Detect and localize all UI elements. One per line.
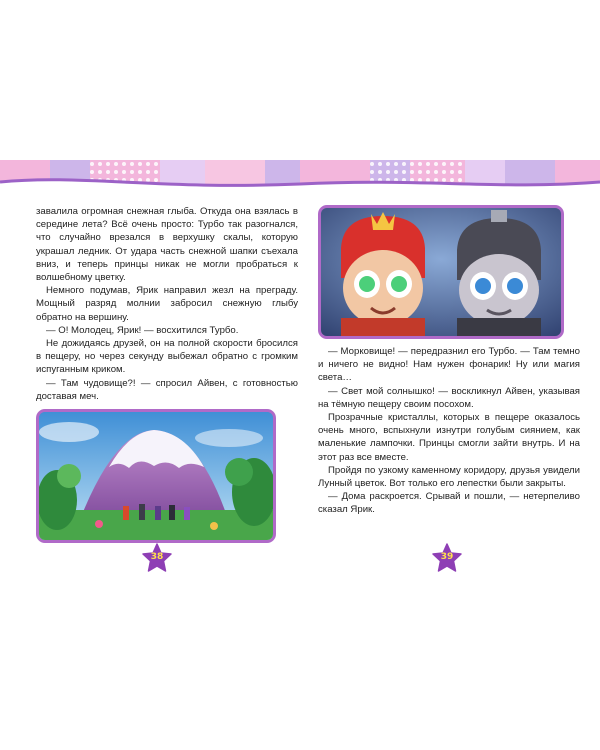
right-paragraph-1: — Морковище! — передразнил его Турбо. — Там темно и ничего не видно! Нам нужен фонарик! Ну или магия света… [318, 346, 580, 384]
left-paragraph-2: Немного подумав, Ярик направил жезл на преграду. Мощный разряд молнии забросил снежную глыбу обратно на вершину. [36, 285, 298, 323]
page-number-right [432, 543, 462, 573]
mountain-scene-graphic [39, 412, 273, 540]
banner-graphic [0, 160, 600, 200]
decorative-banner [0, 160, 600, 200]
right-paragraph-3: Прозрачные кристаллы, которых в пещере оказалось очень много, вспыхнули изнутри голубым сиянием, как маленькие лампочки. Принцы смогли зайти внутрь. И на этот раз все вместе. [318, 412, 580, 463]
page-number-left-text: 38 [150, 552, 164, 562]
left-paragraph-5: — Там чудовище?! — спросил Айвен, с готовностью доставая меч. [36, 377, 298, 402]
right-page [318, 205, 580, 517]
left-paragraph-4: Не дожидаясь друзей, он на полной скорости бросился в пещеру, но через секунду выбежал обратно с громким испуганным криком. [36, 338, 298, 376]
princes-scene-graphic [321, 208, 561, 336]
illustration-two-princes [318, 205, 564, 339]
page-number-left [142, 543, 172, 573]
right-paragraph-5: — Дома раскроется. Срывай и пошли, — нетерпеливо сказал Ярик. [318, 491, 580, 516]
page-number-right-text: 39 [440, 552, 454, 562]
right-paragraph-4: Пройдя по узкому каменному коридору, друзья увидели Лунный цветок. Вот только его лепестки были закрыты. [318, 464, 580, 490]
left-paragraph-3: — О! Молодец, Ярик! — восхитился Турбо. [46, 324, 239, 336]
left-page [36, 205, 298, 543]
right-paragraph-2: — Свет мой солнышко! — воскликнул Айвен, указывая на тёмную пещеру своим посохом. [318, 385, 580, 410]
illustration-snowy-mountain [36, 409, 276, 543]
left-paragraph-1: завалила огромная снежная глыба. Откуда она взялась в середине лета? Всё очень просто: Турбо так разогнался, что случайно врезался в верхушку скалы, которую украшал ледник. От удара часть снежной шапки съехала вниз, и теперь принцы никак не могли пробраться к волшебному цветку. [36, 206, 298, 284]
